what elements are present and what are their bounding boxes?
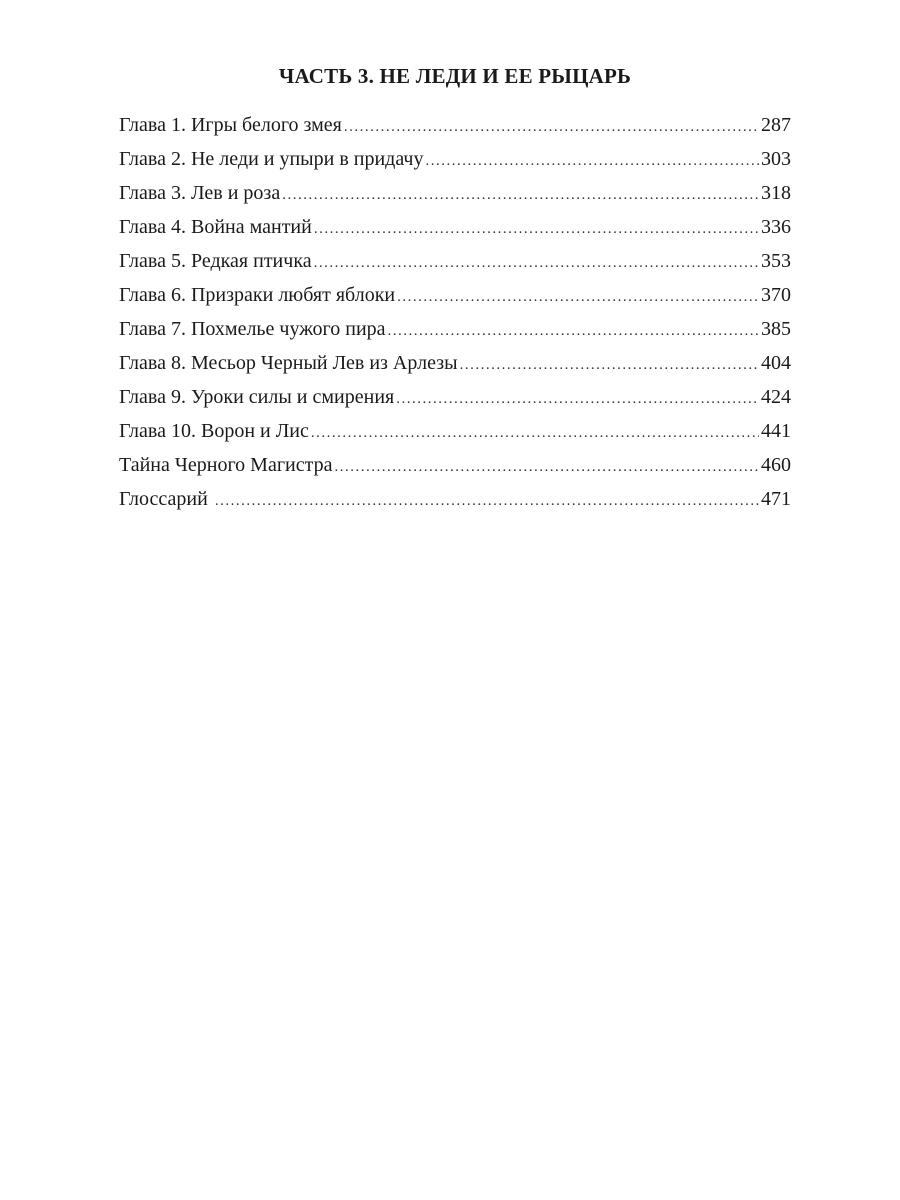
toc-entry — [119, 244, 791, 278]
dot-leader — [334, 450, 759, 484]
chapter-title: Глава 4. Война мантий — [119, 216, 312, 238]
dot-leader — [460, 348, 759, 382]
dot-leader — [215, 484, 759, 518]
table-of-contents — [119, 108, 791, 516]
chapter-title: Глава 7. Похмелье чужого пира — [119, 318, 386, 340]
dot-leader — [314, 246, 759, 280]
dot-leader — [314, 212, 759, 246]
page-number: 370 — [761, 284, 791, 306]
chapter-title: Глава 10. Ворон и Лис — [119, 420, 309, 442]
dot-leader — [311, 416, 759, 450]
page-number: 471 — [761, 488, 791, 510]
chapter-title: Глава 9. Уроки силы и смирения — [119, 386, 395, 408]
page-number: 336 — [761, 216, 791, 238]
page-number: 385 — [761, 318, 791, 340]
chapter-title: Тайна Черного Магистра — [119, 454, 333, 476]
page-number: 287 — [761, 114, 791, 136]
page-number: 404 — [761, 352, 791, 374]
page-number: 353 — [761, 250, 791, 272]
toc-entry — [119, 380, 791, 414]
page-number: 441 — [761, 420, 791, 442]
toc-entry — [119, 312, 791, 346]
page-number: 303 — [761, 148, 791, 170]
toc-entry — [119, 176, 791, 210]
toc-entry — [119, 142, 791, 176]
toc-entry — [119, 108, 791, 142]
toc-entry — [119, 278, 791, 312]
dot-leader — [344, 110, 759, 144]
dot-leader — [396, 382, 759, 416]
toc-entry — [119, 482, 791, 516]
chapter-title: Глоссарий — [119, 488, 213, 510]
dot-leader — [425, 144, 759, 178]
chapter-title: Глава 8. Месьор Черный Лев из Арлезы — [119, 352, 458, 374]
dot-leader — [397, 280, 759, 314]
toc-entry — [119, 448, 791, 482]
toc-entry — [119, 210, 791, 244]
toc-entry — [119, 346, 791, 380]
toc-entry — [119, 414, 791, 448]
chapter-title: Глава 6. Призраки любят яблоки — [119, 284, 396, 306]
chapter-title: Глава 3. Лев и роза — [119, 182, 281, 204]
page-number: 318 — [761, 182, 791, 204]
dot-leader — [282, 178, 759, 212]
part-heading: ЧАСТЬ 3. НЕ ЛЕДИ И ЕЕ РЫЦАРЬ — [278, 64, 632, 88]
page-number: 424 — [761, 386, 791, 408]
chapter-title: Глава 2. Не леди и упыри в придачу — [119, 148, 424, 170]
chapter-title: Глава 5. Редкая птичка — [119, 250, 312, 272]
page-number: 460 — [761, 454, 791, 476]
dot-leader — [388, 314, 759, 348]
chapter-title: Глава 1. Игры белого змея — [119, 114, 342, 136]
